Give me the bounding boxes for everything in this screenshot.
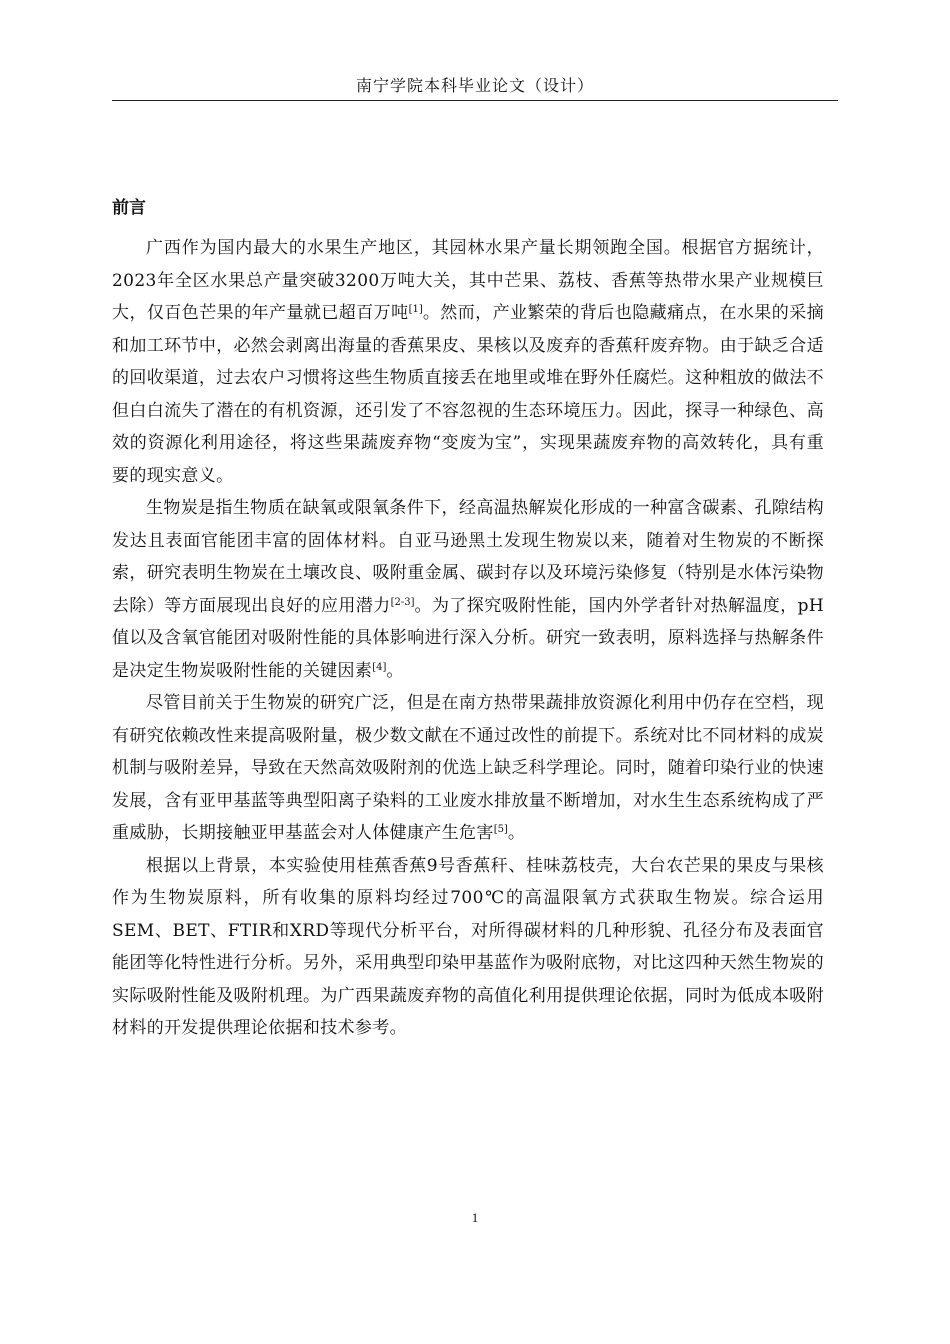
paragraph-text: 生物炭是指生物质在缺氧或限氧条件下，经高温热解炭化形成的一种富含碳素、孔隙结构发达且表面官能团丰富的固体材料。自亚马逊黑土发现生物炭以来，随着对生物炭的不断探索，研究表明生物炭在土壤改良、吸附重金属、碳封存以及环境污染修复（特别是水体污染物去除）等方面展现出良好的应用潜力 (112, 498, 824, 616)
running-header: 南宁学院本科毕业论文（设计） (355, 76, 594, 95)
citation: [4] (372, 661, 387, 673)
paragraph-text: 广西作为国内最大的水果生产地区，其园林水果产量长期领跑全国。根据官方据统计，2023年全区水果总产量突破3200万吨大关，其中芒果、荔枝、香蕉等热带水果产业规模巨大，仅百色芒果的年产量就已超百万吨 (112, 238, 824, 323)
paragraph-4 (112, 850, 824, 1045)
paragraph-text: 。为了探究吸附性能，国内外学者针对热解温度，pH值以及含氧官能团对吸附性能的具体影响进行深入分析。研究一致表明，原料选择与热解条件是决定生物炭吸附性能的关键因素 (112, 595, 824, 681)
paragraph-text: 尽管目前关于生物炭的研究广泛，但是在南方热带果蔬排放资源化利用中仍存在空档，现有研究依赖改性来提高吸附量，极少数文献在不通过改性的前提下。系统对比不同材料的成炭机制与吸附差异，导致在天然高效吸附剂的优选上缺乏科学理论。同时，随着印染行业的快速发展，含有亚甲基蓝等典型阳离子染料的工业废水排放量不断增加，对水生生态系统构成了严重威胁，长期接触亚甲基蓝会对人体健康产生危害 (112, 693, 824, 843)
paragraph-text: 根据以上背景，本实验使用桂蕉香蕉9号香蕉秆、桂味荔枝壳，大台农芒果的果皮与果核作为生物炭原料，所有收集的原料均经过700℃的高温限氧方式获取生物炭。综合运用SEM、BET、FTIR和XRD等现代分析平台，对所得碳材料的几种形貌、孔径分布及表面官能团等化特性进行分析。另外，采用典型印染甲基蓝作为吸附底物，对比这四种天然生物炭的实际吸附性能及吸附机理。为广西果蔬废弃物的高值化利用提供理论依据，同时为低成本吸附材料的开发提供理论依据和技术参考。 (112, 855, 824, 1038)
body-text (112, 232, 824, 1045)
paragraph-text: 。然而，产业繁荣的背后也隐藏痛点，在水果的采摘和加工环节中，必然会剥离出海量的香蕉果皮、果核以及废弃的香蕉秆废弃物。由于缺乏合适的回收渠道，过去农户习惯将这些生物质直接丢在地里或堆在野外任腐烂。这种粗放的做法不但白白流失了潜在的有机资源，还引发了不容忽视的生态环境压力。因此，探寻一种绿色、高效的资源化利用途径，将这些果蔬废弃物“变废为宝”，实现果蔬废弃物的高效转化，具有重要的现实意义。 (112, 303, 824, 486)
paragraph-3 (112, 687, 824, 850)
paragraph-2 (112, 492, 824, 687)
paragraph-text: 。 (507, 823, 526, 843)
page-number: 1 (471, 1210, 479, 1225)
paragraph-text: 。 (386, 660, 404, 681)
citation: [2-3] (390, 596, 415, 608)
citation: [1] (408, 304, 423, 315)
header-rule (112, 100, 838, 101)
section-title: 前言 (112, 198, 146, 218)
citation: [5] (493, 824, 508, 835)
paragraph-1 (112, 232, 824, 492)
